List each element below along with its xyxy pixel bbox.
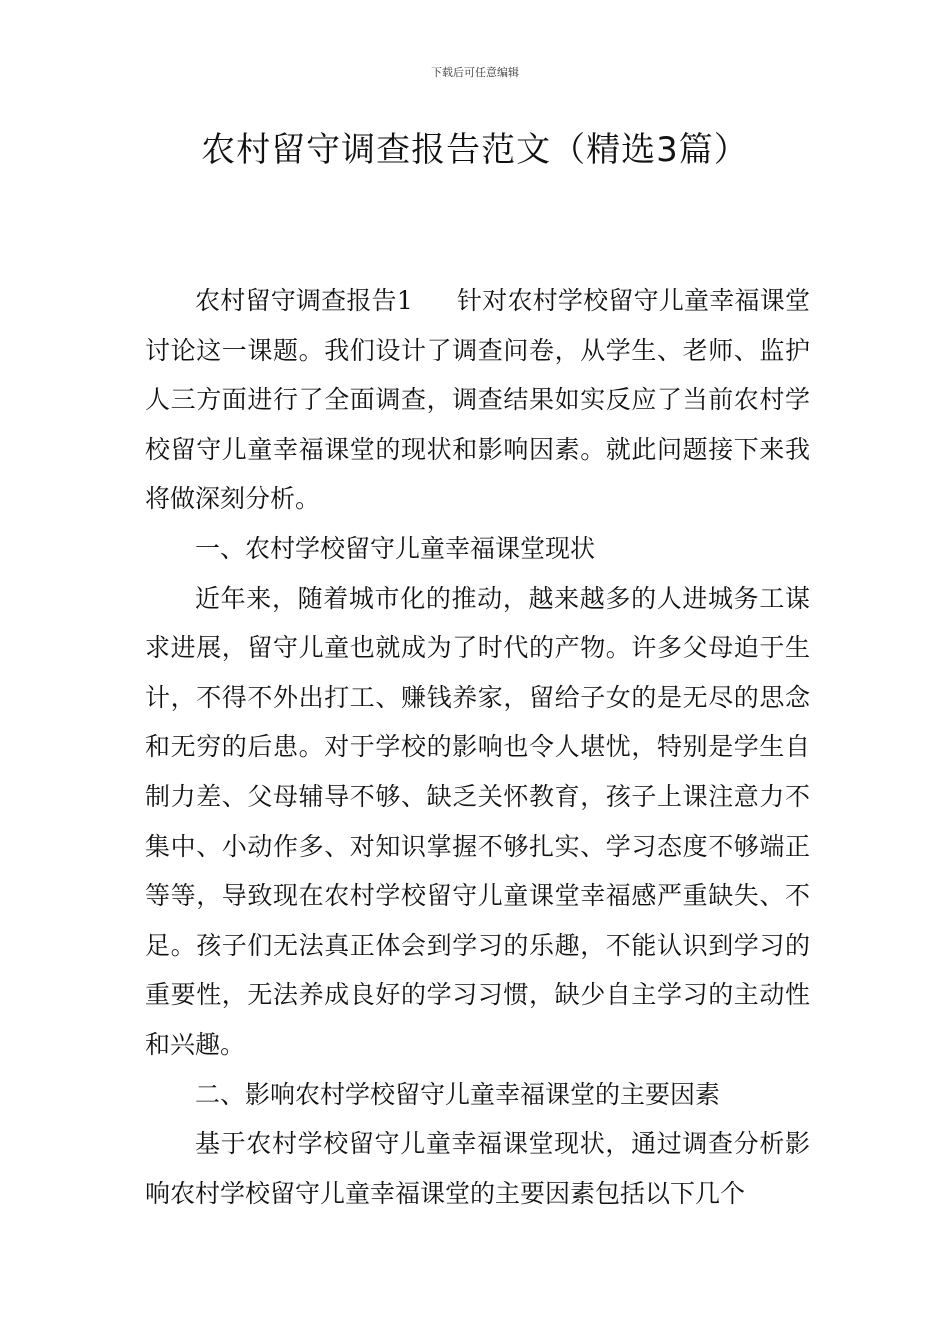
section-heading-1: 一、农村学校留守儿童幸福课堂现状 [195,533,596,563]
section-label: 农村留守调查报告1 [195,286,413,315]
paragraph-factors: 基于农村学校留守儿童幸福课堂现状，通过调查分析影响农村学校留守儿童幸福课堂的主要因素包括以下几个 [145,1129,810,1208]
document-body [145,276,810,1218]
paragraph-status: 近年来，随着城市化的推动，越来越多的人进城务工谋求进展，留守儿童也就成为了时代的产物。许多父母迫于生计，不得不外出打工、赚钱养家，留给子女的是无尽的思念和无穷的后患。对于学校的影响也令人堪忧，特别是学生自制力差、父母辅导不够、缺乏关怀教育，孩子上课注意力不集中、小动作多、对知识掌握不够扎实、学习态度不够端正等等，导致现在农村学校留守儿童课堂幸福感严重缺失、不足。孩子们无法真正体会到学习的乐趣，不能认识到学习的重要性，无法养成良好的学习习惯，缺少自主学习的主动性和兴趣。 [145,583,810,1059]
document-title: 农村留守调查报告范文（精选3篇） [201,130,749,170]
section-heading-2: 二、影响农村学校留守儿童幸福课堂的主要因素 [195,1079,721,1109]
intro-text: 针对农村学校留守儿童幸福课堂讨论这一课题。我们设计了调查问卷，从学生、老师、监护人三方面进行了全面调查，调查结果如实反应了当前农村学校留守儿童幸福课堂的现状和影响因素。就此问题接下来我将做深刻分析。 [145,286,810,514]
header-note: 下载后可任意编辑 [431,66,519,79]
intro-paragraph [145,276,810,524]
